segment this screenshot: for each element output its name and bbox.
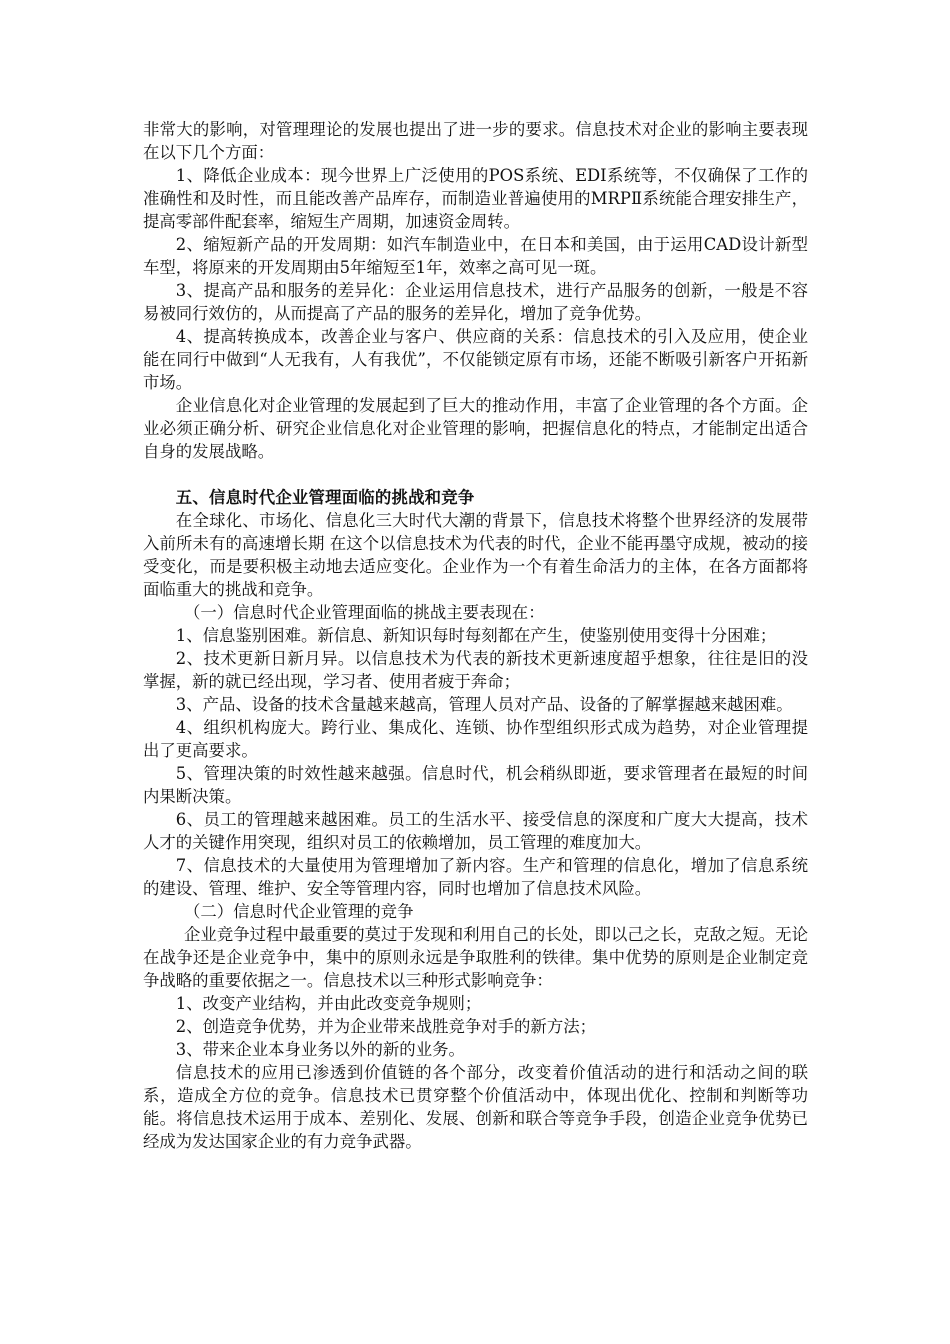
- challenge-item: 5、管理决策的时效性越来越强。信息时代，机会稍纵即逝，要求管理者在最短的时间内果断决策。: [143, 764, 808, 806]
- paragraph-summary: 企业信息化对企业管理的发展起到了巨大的推动作用，丰富了企业管理的各个方面。企业必须正确分析、研究企业信息化对企业管理的影响，把握信息化的特点，才能制定出适合自身的发展战略。: [143, 396, 808, 461]
- subheading-competition: （二）信息时代企业管理的竞争: [184, 902, 414, 921]
- competition-way: 2、创造竞争优势，并为企业带来战胜竞争对手的新方法；: [175, 1017, 596, 1036]
- section-intro: 在全球化、市场化、信息化三大时代大潮的背景下，信息技术将整个世界经济的发展带入前所未有的高速增长期 在这个以信息技术为代表的时代，企业不能再墨守成规，被动的接受变化，而是要积极主动地去适应变化。企业作为一个有着生命活力的主体，在各方面都将面临重大的挑战和竞争。: [143, 511, 808, 599]
- blank-line: [143, 463, 808, 486]
- paragraph-continuation: 非常大的影响，对管理理论的发展也提出了进一步的要求。信息技术对企业的影响主要表现在以下几个方面：: [143, 120, 808, 162]
- competition-way: 1、改变产业结构，并由此改变竞争规则；: [175, 994, 482, 1013]
- challenge-item: 7、信息技术的大量使用为管理增加了新内容。生产和管理的信息化，增加了信息系统的建设、管理、维护、安全等管理内容，同时也增加了信息技术风险。: [143, 856, 808, 898]
- paragraph-switching-cost: 4、提高转换成本，改善企业与客户、供应商的关系：信息技术的引入及应用，使企业能在同行中做到“人无我有，人有我优”，不仅能锁定原有市场，还能不断吸引新客户开拓新市场。: [143, 327, 808, 392]
- section-conclusion: 信息技术的应用已渗透到价值链的各个部分，改变着价值活动的进行和活动之间的联系，造成全方位的竞争。信息技术已贯穿整个价值活动中，体现出优化、控制和判断等功能。将信息技术运用于成本、差别化、发展、创新和联合等竞争手段，创造企业竞争优势已经成为发达国家企业的有力竞争武器。: [143, 1063, 808, 1151]
- challenge-item: 1、信息鉴别困难。新信息、新知识每时每刻都在产生，使鉴别使用变得十分困难；: [175, 626, 777, 645]
- document-page: [143, 118, 808, 1153]
- paragraph-shorten-cycle: 2、缩短新产品的开发周期：如汽车制造业中，在日本和美国，由于运用CAD设计新型车型，将原来的开发周期由5年缩短至1年，效率之高可见一斑。: [143, 235, 808, 277]
- subheading-challenges: （一）信息时代企业管理面临的挑战主要表现在：: [184, 603, 545, 622]
- section-heading: 五、信息时代企业管理面临的挑战和竞争: [175, 488, 475, 507]
- paragraph-reduce-cost: 1、降低企业成本：现今世界上广泛使用的POS系统、EDI系统等，不仅确保了工作的准确性和及时性，而且能改善产品库存，而制造业普遍使用的MRPⅡ系统能合理安排生产，提高零部件配套率，缩短生产周期，加速资金周转。: [143, 166, 808, 231]
- competition-intro: 企业竞争过程中最重要的莫过于发现和利用自己的长处，即以己之长，克敌之短。无论在战争还是企业竞争中，集中的原则永远是争取胜利的铁律。集中优势的原则是企业制定竞争战略的重要依据之一。信息技术以三种形式影响竞争：: [143, 925, 808, 990]
- challenge-item: 6、员工的管理越来越困难。员工的生活水平、接受信息的深度和广度大大提高，技术人才的关键作用突现，组织对员工的依赖增加，员工管理的难度加大。: [143, 810, 808, 852]
- challenge-item: 3、产品、设备的技术含量越来越高，管理人员对产品、设备的了解掌握越来越困难。: [175, 695, 793, 714]
- competition-way: 3、带来企业本身业务以外的新的业务。: [175, 1040, 465, 1059]
- challenge-item: 4、组织机构庞大。跨行业、集成化、连锁、协作型组织形式成为趋势，对企业管理提出了更高要求。: [143, 718, 808, 760]
- challenge-item: 2、技术更新日新月异。以信息技术为代表的新技术更新速度超乎想象，往往是旧的没掌握，新的就已经出现，学习者、使用者疲于奔命；: [143, 649, 808, 691]
- paragraph-differentiation: 3、提高产品和服务的差异化：企业运用信息技术，进行产品服务的创新，一般是不容易被同行效仿的，从而提高了产品的服务的差异化，增加了竞争优势。: [143, 281, 808, 323]
